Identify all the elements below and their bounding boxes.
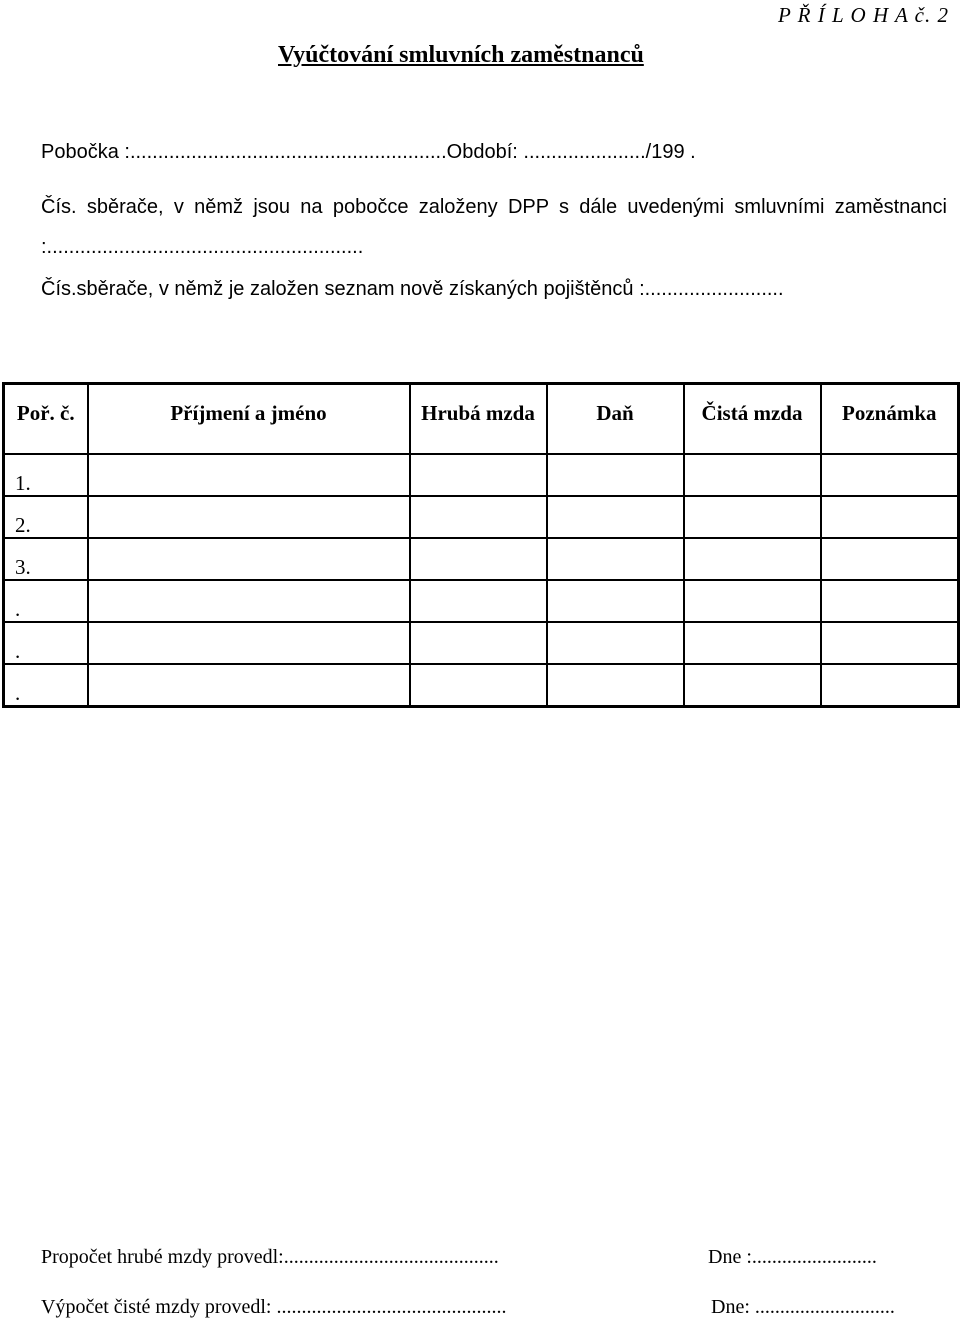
header-note: Poznámka [821,384,959,454]
cell-name[interactable] [88,622,410,664]
header-name: Příjmení a jméno [88,384,410,454]
cell-note[interactable] [821,664,959,707]
cell-note[interactable] [821,454,959,496]
cell-name[interactable] [88,454,410,496]
collector-insured-line: Čís.sběrače, v němž je založen seznam nově získaných pojištěnců :......................... [41,278,784,300]
cell-net-wage[interactable] [684,622,821,664]
cell-note[interactable] [821,622,959,664]
table-row [4,538,959,580]
cell-gross-wage[interactable] [410,496,547,538]
cell-tax[interactable] [547,580,684,622]
cell-note[interactable] [821,580,959,622]
row-number: 3. [4,538,88,580]
table-row [4,454,959,496]
cell-note[interactable] [821,538,959,580]
cell-note[interactable] [821,496,959,538]
collector-dpp-line: Čís. sběrače, v němž jsou na pobočce založeny DPP s dále uvedenými smluvními zaměstnanci :......................................................... [41,196,947,258]
cell-tax[interactable] [547,622,684,664]
cell-tax[interactable] [547,664,684,707]
cell-tax[interactable] [547,454,684,496]
branch-period-line: Pobočka :.........................................................Období: ....................../199 . [41,141,696,163]
table-row [4,622,959,664]
table-row [4,580,959,622]
table-header-row [4,384,959,454]
table-row [4,664,959,707]
header-gross-wage: Hrubá mzda [410,384,547,454]
cell-tax[interactable] [547,538,684,580]
net-calc-date-line: Dne: ............................ [711,1296,895,1318]
header-net-wage: Čistá mzda [684,384,821,454]
document-title: Vyúčtování smluvních zaměstnanců [278,42,644,68]
header-order-number: Poř. č. [4,384,88,454]
cell-name[interactable] [88,496,410,538]
cell-tax[interactable] [547,496,684,538]
row-number: . [4,622,88,664]
cell-gross-wage[interactable] [410,664,547,707]
cell-name[interactable] [88,580,410,622]
row-number: 2. [4,496,88,538]
table-row [4,496,959,538]
payroll-table [2,382,960,708]
cell-name[interactable] [88,538,410,580]
row-number: 1. [4,454,88,496]
row-number: . [4,664,88,707]
row-number: . [4,580,88,622]
cell-net-wage[interactable] [684,580,821,622]
header-tax: Daň [547,384,684,454]
cell-gross-wage[interactable] [410,454,547,496]
cell-net-wage[interactable] [684,496,821,538]
cell-name[interactable] [88,664,410,707]
cell-gross-wage[interactable] [410,580,547,622]
gross-calc-signature-line: Propočet hrubé mzdy provedl:........................................... [41,1246,499,1268]
net-calc-signature-line: Výpočet čisté mzdy provedl: .............................................. [41,1296,507,1318]
annex-label: P Ř Í L O H A č. 2 [777,3,949,27]
cell-net-wage[interactable] [684,454,821,496]
cell-net-wage[interactable] [684,538,821,580]
cell-net-wage[interactable] [684,664,821,707]
cell-gross-wage[interactable] [410,538,547,580]
cell-gross-wage[interactable] [410,622,547,664]
gross-calc-date-line: Dne :......................... [708,1246,877,1268]
